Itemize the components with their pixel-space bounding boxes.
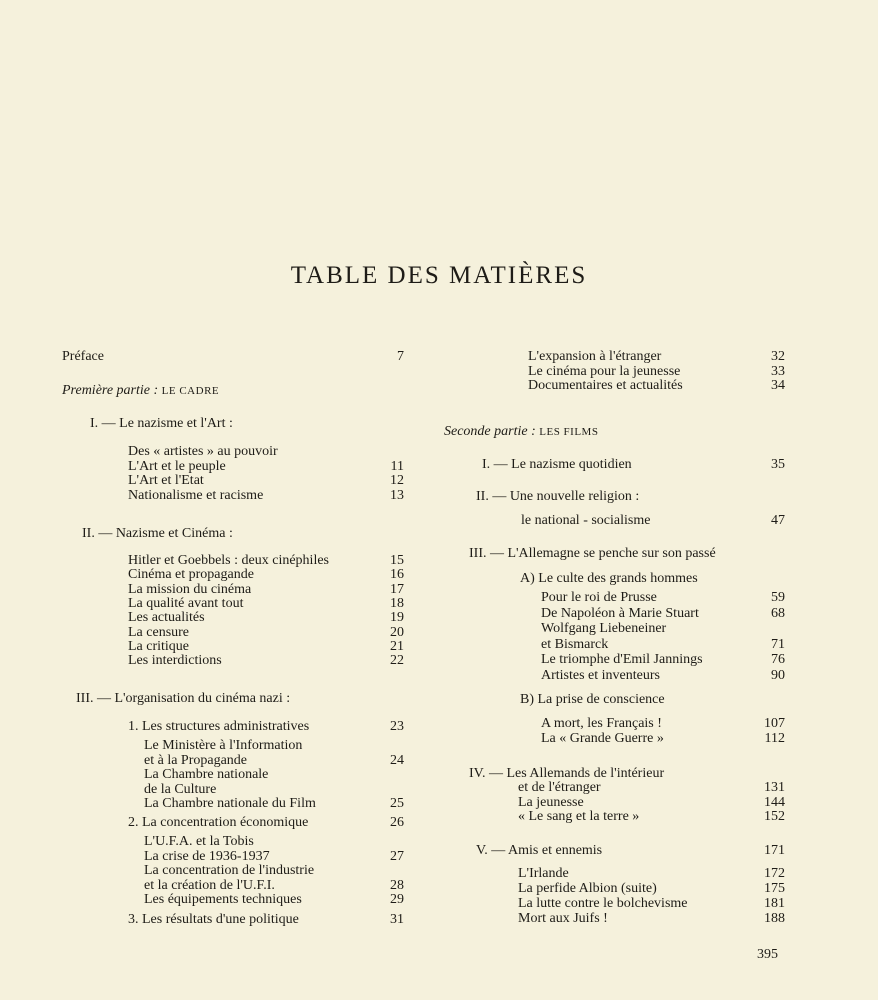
part2-heading: [444, 424, 598, 440]
toc-entry-title: La critique: [128, 638, 190, 654]
chapter-heading: II. — Nazisme et Cinéma :: [82, 526, 233, 541]
toc-entry-page: 181: [764, 896, 785, 911]
part2-label: Seconde partie :: [444, 424, 536, 439]
toc-entry-title: et Bismarck: [541, 636, 609, 652]
toc-entry-page: 29: [390, 892, 404, 908]
preface-page: 7: [397, 349, 404, 364]
toc-entry-page: 27: [390, 848, 404, 864]
toc-entry-page: 13: [390, 487, 404, 503]
toc-entry-title: L'U.F.A. et la Tobis: [144, 834, 254, 849]
toc-entry-page: 11: [390, 458, 404, 474]
toc-entry-page: 33: [771, 363, 785, 379]
toc-entry-page: 172: [764, 866, 785, 881]
section-page: 31: [390, 912, 404, 927]
chapter-heading-line2: le national - socialisme: [521, 513, 651, 528]
toc-entry-title: Documentaires et actualités: [528, 378, 683, 393]
chapter-heading: IV. — Les Allemands de l'intérieur: [469, 766, 665, 781]
toc-entry-page: 20: [390, 624, 404, 640]
toc-entry-title: La censure: [128, 624, 190, 640]
toc-entry-page: 32: [771, 349, 785, 364]
toc-entry-page: 112: [764, 730, 785, 746]
toc-entry-title: Hitler et Goebbels : deux cinéphiles: [128, 553, 329, 568]
toc-entry-title: La perfide Albion (suite): [518, 881, 657, 896]
toc-entry-title: L'expansion à l'étranger: [528, 349, 662, 364]
page-title: TABLE DES MATIÈRES: [290, 262, 588, 289]
toc-entry-page: 131: [764, 780, 785, 795]
part1-label: Première partie :: [62, 383, 159, 398]
toc-entry-title: La « Grande Guerre »: [541, 730, 664, 746]
toc-entry-page: 15: [390, 553, 404, 568]
chapter-page: 47: [771, 513, 785, 528]
toc-entry-title: Pour le roi de Prusse: [541, 590, 657, 605]
toc-entry-page: 59: [771, 590, 785, 605]
toc-entry-page: 18: [390, 595, 404, 611]
section-heading: 2. La concentration économique: [128, 815, 309, 830]
toc-entry-page: 12: [390, 473, 404, 488]
toc-entry-title: Le cinéma pour la jeunesse: [528, 363, 681, 379]
toc-entry-title: De Napoléon à Marie Stuart: [541, 605, 699, 621]
toc-entry-page: 25: [390, 796, 404, 811]
section-page: 23: [390, 719, 404, 734]
toc-entry-title: L'Irlande: [518, 866, 569, 881]
section-heading: 1. Les structures administratives: [128, 719, 310, 734]
toc-entry-title: L'Art et l'Etat: [128, 473, 204, 488]
section-page: 26: [390, 815, 404, 830]
toc-entry-page: 68: [771, 605, 785, 621]
toc-entry-title: Des « artistes » au pouvoir: [128, 444, 278, 459]
toc-entry-title: A mort, les Français !: [541, 716, 662, 731]
toc-entry-title: La crise de 1936-1937: [144, 848, 270, 864]
toc-entry-title: L'Art et le peuple: [128, 458, 226, 474]
toc-entry-title: Artistes et inventeurs: [541, 668, 660, 683]
toc-entry-title: La concentration de l'industrie: [144, 863, 315, 879]
toc-entry-title: de la Culture: [144, 781, 217, 797]
toc-entry-page: 17: [390, 581, 404, 597]
toc-entry-page: 21: [390, 638, 404, 654]
toc-entry-title: et la création de l'U.F.I.: [144, 877, 275, 893]
toc-entry-title: Le triomphe d'Emil Jannings: [541, 652, 703, 668]
chapter-page: 35: [771, 457, 785, 472]
toc-entry-title: La qualité avant tout: [128, 595, 244, 611]
part1-heading: [62, 383, 219, 399]
toc-entry-page: 152: [764, 809, 785, 824]
toc-entry-title: La mission du cinéma: [128, 581, 252, 597]
chapter-heading: II. — Une nouvelle religion :: [476, 489, 640, 504]
toc-entry-page: 19: [390, 610, 404, 626]
subsection-heading: B) La prise de conscience: [520, 692, 665, 707]
part1-sub: LE CADRE: [161, 385, 220, 397]
toc-entry-page: 22: [390, 653, 404, 669]
toc-entry-title: et à la Propagande: [144, 752, 248, 768]
toc-entry-page: 34: [771, 378, 785, 393]
toc-entry-page: 188: [764, 911, 785, 926]
chapter-heading: I. — Le nazisme et l'Art :: [90, 416, 233, 431]
toc-entry-title: La lutte contre le bolchevisme: [518, 896, 688, 911]
section-heading: 3. Les résultats d'une politique: [128, 912, 299, 927]
toc-entry-title: Mort aux Juifs !: [518, 911, 608, 926]
toc-entry-title: La Chambre nationale du Film: [144, 796, 316, 811]
toc-entry-title: Les interdictions: [128, 653, 222, 669]
toc-entry-page: 144: [764, 794, 785, 810]
toc-entry-page: 107: [764, 716, 785, 731]
toc-entry-page: 71: [771, 636, 785, 652]
toc-entry-page: 28: [390, 877, 404, 893]
toc-entry-page: 175: [764, 881, 785, 896]
toc-entry-title: Les actualités: [128, 610, 205, 626]
chapter-heading: I. — Le nazisme quotidien: [482, 457, 632, 472]
toc-entry-page: 90: [771, 668, 785, 683]
toc-entry-title: et de l'étranger: [518, 780, 601, 795]
toc-entry-title: Les équipements techniques: [144, 892, 302, 908]
subsection-heading: A) Le culte des grands hommes: [520, 571, 698, 586]
chapter-page: 171: [764, 843, 785, 858]
page-number: 395: [757, 947, 778, 962]
part2-sub: LES FILMS: [539, 426, 599, 438]
chapter-heading: III. — L'organisation du cinéma nazi :: [76, 691, 291, 706]
toc-entry-page: 76: [771, 652, 785, 668]
toc-entry-title: Wolfgang Liebeneiner: [541, 621, 667, 637]
preface-label: Préface: [62, 349, 104, 364]
toc-entry-title: Nationalisme et racisme: [128, 487, 264, 503]
chapter-heading: III. — L'Allemagne se penche sur son passé: [469, 546, 716, 561]
toc-entry-title: Cinéma et propagande: [128, 567, 254, 583]
toc-entry-title: La jeunesse: [518, 794, 584, 810]
toc-entry-title: « Le sang et la terre »: [518, 809, 640, 824]
chapter-heading: V. — Amis et ennemis: [476, 843, 603, 858]
toc-entry-title: Le Ministère à l'Information: [144, 738, 303, 753]
toc-entry-page: 16: [390, 567, 404, 583]
toc-entry-page: 24: [390, 752, 404, 768]
toc-entry-title: La Chambre nationale: [144, 767, 269, 782]
